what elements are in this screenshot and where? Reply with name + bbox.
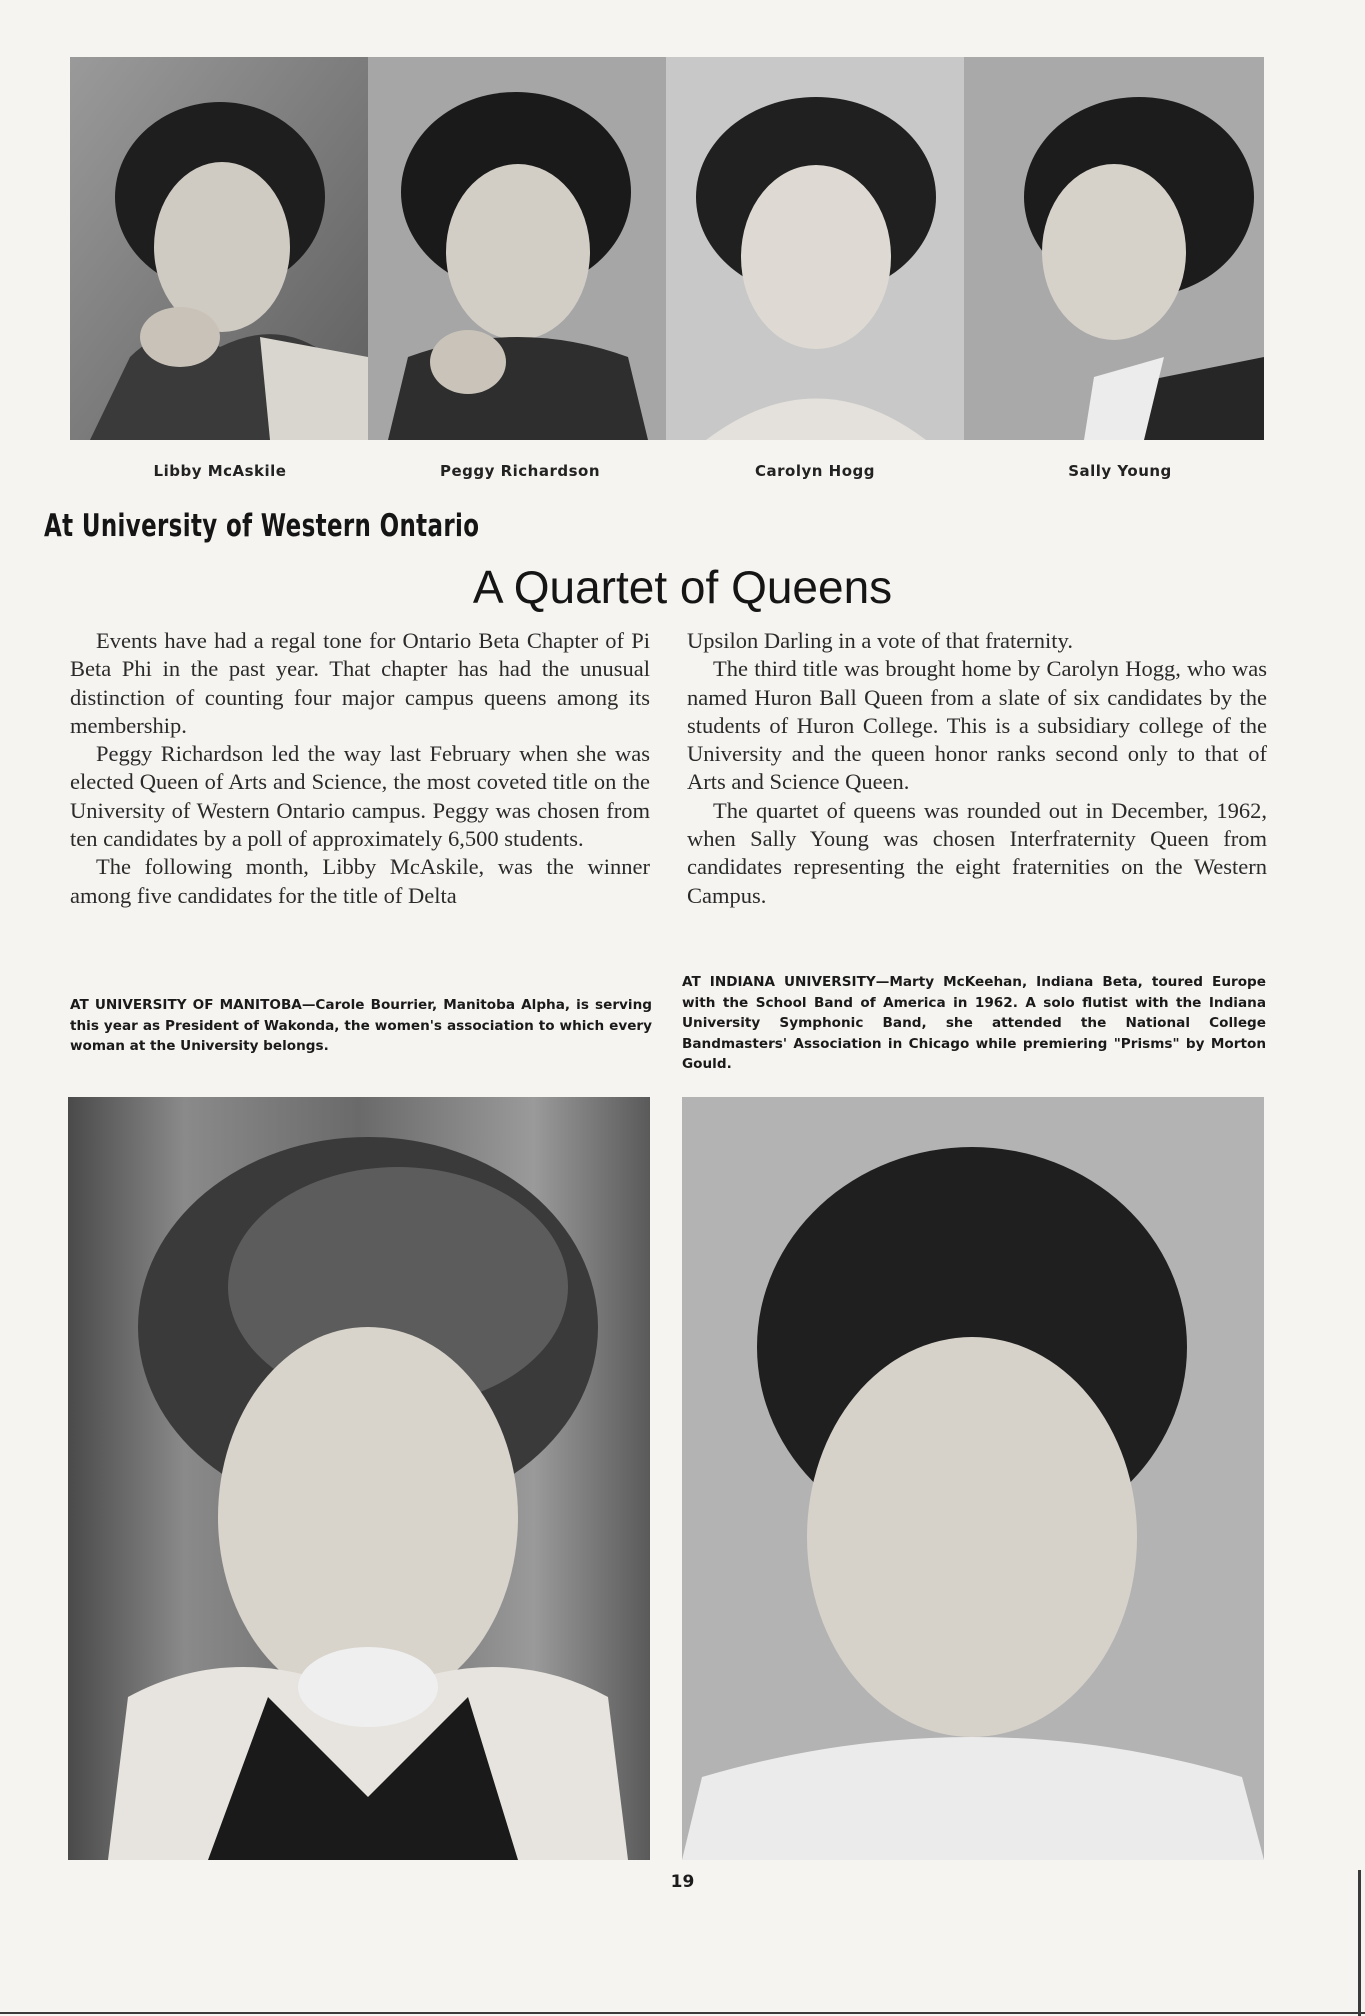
portrait-name-2: Peggy Richardson — [439, 462, 601, 480]
portrait-carolyn-hogg — [666, 57, 964, 440]
portrait-peggy-richardson — [368, 57, 666, 440]
article-continuation: Upsilon Darling in a vote of that fraternity. — [687, 628, 1073, 653]
caption-manitoba: AT UNIVERSITY OF MANITOBA—Carole Bourrier, Manitoba Alpha, is serving this year as President of Wakonda, the women's association to which every woman at the University belongs. — [70, 997, 652, 1054]
portrait-icon — [70, 57, 368, 440]
portrait-libby-mcaskile — [70, 57, 368, 440]
article-headline: A Quartet of Queens — [472, 561, 893, 613]
portrait-icon — [666, 57, 964, 440]
page-border-right — [1358, 1870, 1361, 2016]
photo-marty-mckeehan — [682, 1097, 1264, 1860]
photo-carole-bourrier — [68, 1097, 650, 1860]
portrait-sally-young — [964, 57, 1264, 440]
portrait-name-3: Carolyn Hogg — [755, 462, 875, 480]
portrait-icon — [68, 1097, 650, 1860]
article-column-left — [70, 627, 650, 910]
page-number: 19 — [670, 1872, 695, 1892]
portrait-icon — [964, 57, 1264, 440]
section-kicker: At University of Western Ontario — [44, 508, 480, 544]
article-paragraph: The third title was brought home by Carolyn Hogg, who was named Huron Ball Queen from a slate of six candidates by the students of Huron College. This is a subsidiary college of the University and the queen honor ranks second only to that of Arts and Science Queen. — [687, 656, 1267, 795]
page-border-bottom — [0, 2012, 1365, 2014]
caption-indiana: AT INDIANA UNIVERSITY—Marty McKeehan, Indiana Beta, toured Europe with the School Band of America in 1962. A solo flutist with the Indiana University Symphonic Band, she attended the National College Bandmasters' Association in Chicago while premiering "Prisms" by Morton Gould. — [682, 974, 1266, 1072]
article-paragraph: Peggy Richardson led the way last February when she was elected Queen of Arts and Science, the most coveted title on the University of Western Ontario campus. Peggy was chosen from ten candidates by a poll of approximately 6,500 students. — [70, 741, 650, 852]
article-paragraph: The quartet of queens was rounded out in December, 1962, when Sally Young was chosen Interfraternity Queen from candidates representing the eight fraternities on the Western Campus. — [687, 797, 1267, 908]
article-paragraph: The following month, Libby McAskile, was the winner among five candidates for the title of Delta — [70, 854, 650, 908]
portrait-name-1: Libby McAskile — [153, 462, 287, 480]
portrait-icon — [682, 1097, 1264, 1860]
article-paragraph: Events have had a regal tone for Ontario Beta Chapter of Pi Beta Phi in the past year. That chapter has had the unusual distinction of counting four major campus queens among its membership. — [70, 628, 650, 738]
portrait-icon — [368, 57, 666, 440]
article-column-right — [687, 627, 1267, 910]
portrait-name-4: Sally Young — [1068, 462, 1172, 480]
